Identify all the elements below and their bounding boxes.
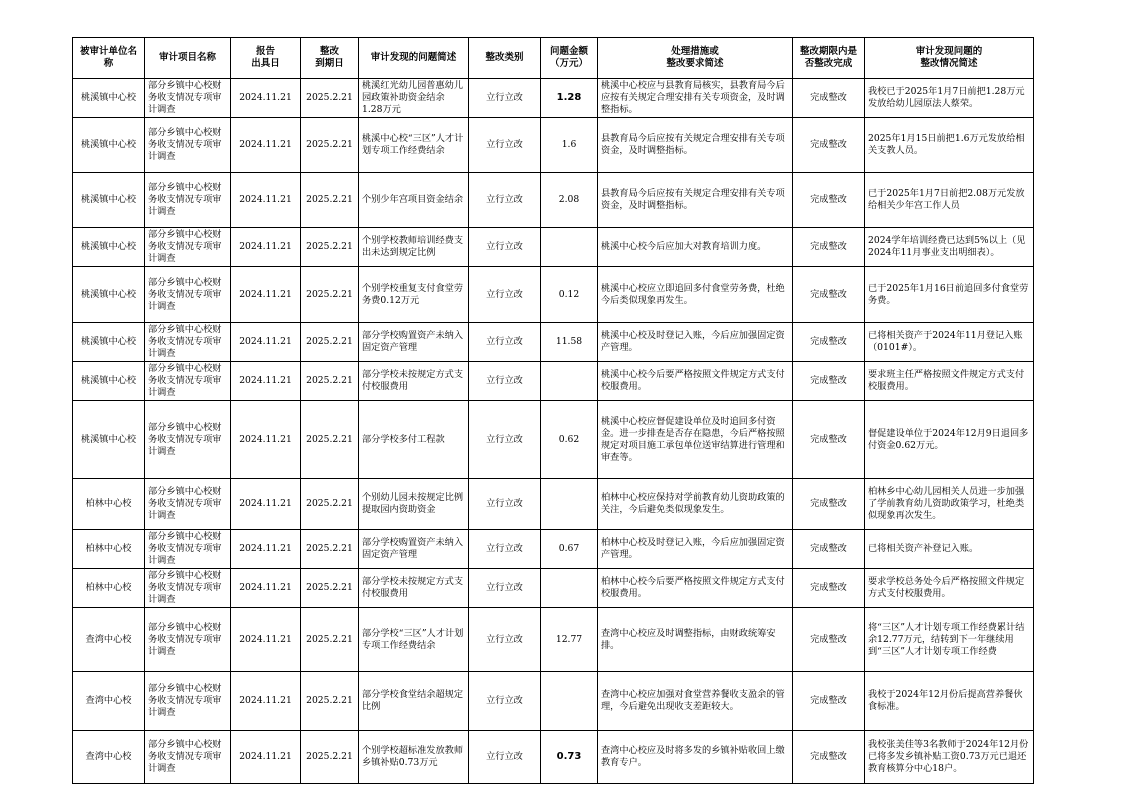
cell-deadline: 2025.2.21	[301, 401, 359, 479]
table-row	[73, 79, 1034, 118]
cell-completed: 完成整改	[793, 323, 865, 362]
cell-report-date: 2024.11.21	[231, 362, 301, 401]
table-row	[73, 173, 1034, 228]
cell-amount: 1.28	[541, 79, 598, 118]
cell-requirement: 桃溪中心校及时登记入账，今后应加强固定资产管理。	[598, 323, 793, 362]
cell-unit: 桃溪镇中心校	[73, 267, 145, 323]
cell-project: 部分乡镇中心校财务收支情况专项审计调查	[145, 530, 231, 569]
table-row	[73, 267, 1034, 323]
cell-project: 部分乡镇中心校财务收支情况专项审计调查	[145, 479, 231, 530]
cell-issue: 部分学校“三区”人才计划专项工作经费结余	[359, 608, 469, 672]
cell-category: 立行立改	[469, 362, 541, 401]
cell-project: 部分乡镇中心校财务收支情况专项审计调查	[145, 731, 231, 784]
cell-amount	[541, 569, 598, 608]
cell-requirement: 柏林中心校及时登记入账，今后应加强固定资产管理。	[598, 530, 793, 569]
table-row	[73, 608, 1034, 672]
cell-requirement: 查湾中心校应加强对食堂营养餐收支盈余的管理，今后避免出现收支差距较大。	[598, 672, 793, 731]
cell-deadline: 2025.2.21	[301, 608, 359, 672]
cell-category: 立行立改	[469, 731, 541, 784]
cell-completed: 完成整改	[793, 672, 865, 731]
cell-status: 柏林乡中心幼儿园相关人员进一步加强了学前教育幼儿资助政策学习，杜绝类似现象再次发生。	[865, 479, 1034, 530]
header-row	[73, 38, 1034, 79]
cell-deadline: 2025.2.21	[301, 569, 359, 608]
cell-status: 已将相关资产于2024年11月登记入账（0101#）。	[865, 323, 1034, 362]
table-row	[73, 118, 1034, 173]
table-row	[73, 362, 1034, 401]
cell-issue: 部分学校购置资产未纳入固定资产管理	[359, 530, 469, 569]
cell-deadline: 2025.2.21	[301, 79, 359, 118]
cell-category: 立行立改	[469, 530, 541, 569]
cell-status: 要求班主任严格按照文件规定方式支付校服费用。	[865, 362, 1034, 401]
cell-unit: 桃溪镇中心校	[73, 118, 145, 173]
table-row	[73, 401, 1034, 479]
cell-deadline: 2025.2.21	[301, 362, 359, 401]
cell-status: 已于2025年1月16日前追回多付食堂劳务费。	[865, 267, 1034, 323]
header-project: 审计项目名称	[145, 38, 231, 79]
cell-unit: 桃溪镇中心校	[73, 362, 145, 401]
cell-amount: 0.73	[541, 731, 598, 784]
cell-project: 部分乡镇中心校财务收支情况专项审计调查	[145, 401, 231, 479]
cell-requirement: 柏林中心校今后要严格按照文件规定方式支付校服费用。	[598, 569, 793, 608]
cell-completed: 完成整改	[793, 479, 865, 530]
cell-category: 立行立改	[469, 173, 541, 228]
cell-report-date: 2024.11.21	[231, 479, 301, 530]
cell-requirement: 桃溪中心校应与县教育局核实，县教育局今后应按有关规定合理安排有关专项资金，及时调整指标。	[598, 79, 793, 118]
cell-report-date: 2024.11.21	[231, 267, 301, 323]
cell-project: 部分乡镇中心校财务收支情况专项审计调查	[145, 267, 231, 323]
cell-issue: 个别幼儿园未按规定比例提取园内资助资金	[359, 479, 469, 530]
cell-report-date: 2024.11.21	[231, 569, 301, 608]
header-unit: 被审计单位名称	[73, 38, 145, 79]
cell-completed: 完成整改	[793, 267, 865, 323]
cell-project: 部分乡镇中心校财务收支情况专项审计调查	[145, 569, 231, 608]
cell-unit: 查湾中心校	[73, 731, 145, 784]
audit-rectification-table	[72, 37, 1034, 784]
cell-issue: 部分学校多付工程款	[359, 401, 469, 479]
cell-deadline: 2025.2.21	[301, 530, 359, 569]
header-report-date: 报告 出具日	[231, 38, 301, 79]
cell-project: 部分乡镇中心校财务收支情况专项审计调查	[145, 608, 231, 672]
cell-completed: 完成整改	[793, 530, 865, 569]
cell-unit: 柏林中心校	[73, 569, 145, 608]
table-row	[73, 530, 1034, 569]
cell-unit: 桃溪镇中心校	[73, 323, 145, 362]
cell-category: 立行立改	[469, 267, 541, 323]
cell-amount: 11.58	[541, 323, 598, 362]
cell-report-date: 2024.11.21	[231, 79, 301, 118]
cell-requirement: 桃溪中心校今后应加大对教育培训力度。	[598, 228, 793, 267]
cell-amount: 0.12	[541, 267, 598, 323]
cell-project: 部分乡镇中心校财务收支情况专项审计调查	[145, 118, 231, 173]
cell-status: 2025年1月15日前把1.6万元发放给相关支教人员。	[865, 118, 1034, 173]
cell-deadline: 2025.2.21	[301, 267, 359, 323]
cell-completed: 完成整改	[793, 118, 865, 173]
cell-unit: 查湾中心校	[73, 672, 145, 731]
cell-unit: 桃溪镇中心校	[73, 173, 145, 228]
cell-requirement: 桃溪中心校应督促建设单位及时追回多付资金。进一步排查是否存在隐患，今后严格按照规定对项目施工承包单位送审结算进行管理和审查等。	[598, 401, 793, 479]
table-row	[73, 672, 1034, 731]
cell-issue: 部分学校未按规定方式支付校服费用	[359, 569, 469, 608]
cell-completed: 完成整改	[793, 569, 865, 608]
cell-unit: 桃溪镇中心校	[73, 79, 145, 118]
cell-issue: 个别学校教师培训经费支出未达到规定比例	[359, 228, 469, 267]
cell-category: 立行立改	[469, 228, 541, 267]
cell-unit: 桃溪镇中心校	[73, 401, 145, 479]
table-row	[73, 569, 1034, 608]
cell-issue: 个别学校重复支付食堂劳务费0.12万元	[359, 267, 469, 323]
cell-issue: 桃溪中心校“三区”人才计划专项工作经费结余	[359, 118, 469, 173]
cell-requirement: 桃溪中心校应立即追回多付食堂劳务费，杜绝今后类似现象再发生。	[598, 267, 793, 323]
cell-deadline: 2025.2.21	[301, 118, 359, 173]
cell-requirement: 桃溪中心校今后要严格按照文件规定方式支付校服费用。	[598, 362, 793, 401]
cell-amount: 0.67	[541, 530, 598, 569]
cell-unit: 柏林中心校	[73, 479, 145, 530]
header-completed: 整改期限内是 否整改完成	[793, 38, 865, 79]
cell-status: 2024学年培训经费已达到5%以上（见2024年11月事业支出明细表）。	[865, 228, 1034, 267]
cell-project: 部分乡镇中心校财务收支情况专项审计调查	[145, 362, 231, 401]
cell-issue: 部分学校食堂结余超规定比例	[359, 672, 469, 731]
header-deadline: 整改 到期日	[301, 38, 359, 79]
cell-category: 立行立改	[469, 672, 541, 731]
header-issue: 审计发现的问题简述	[359, 38, 469, 79]
cell-requirement: 查湾中心校应及时调整指标，由财政统筹安排。	[598, 608, 793, 672]
cell-report-date: 2024.11.21	[231, 401, 301, 479]
cell-deadline: 2025.2.21	[301, 672, 359, 731]
cell-report-date: 2024.11.21	[231, 228, 301, 267]
table-row	[73, 323, 1034, 362]
cell-report-date: 2024.11.21	[231, 608, 301, 672]
cell-report-date: 2024.11.21	[231, 672, 301, 731]
cell-status: 我校张美佳等3名教师于2024年12月份已将多发乡镇补贴工资0.73万元已退还教育核算分中心18户。	[865, 731, 1034, 784]
cell-amount	[541, 479, 598, 530]
cell-category: 立行立改	[469, 118, 541, 173]
cell-deadline: 2025.2.21	[301, 323, 359, 362]
cell-report-date: 2024.11.21	[231, 731, 301, 784]
cell-category: 立行立改	[469, 79, 541, 118]
cell-completed: 完成整改	[793, 608, 865, 672]
cell-amount: 1.6	[541, 118, 598, 173]
cell-category: 立行立改	[469, 479, 541, 530]
table-body	[73, 79, 1034, 784]
header-category: 整改类别	[469, 38, 541, 79]
cell-completed: 完成整改	[793, 731, 865, 784]
cell-status: 要求学校总务处今后严格按照文件规定方式支付校服费用。	[865, 569, 1034, 608]
cell-status: 将“三区”人才计划专项工作经费累计结余12.77万元，结转到下一年继续用到“三区”人才计划专项工作经费	[865, 608, 1034, 672]
cell-report-date: 2024.11.21	[231, 323, 301, 362]
cell-project: 部分乡镇中心校财务收支情况专项审计调查	[145, 323, 231, 362]
table-row	[73, 479, 1034, 530]
cell-issue: 个别少年宫项目资金结余	[359, 173, 469, 228]
cell-status: 我校于2024年12月份后提高营养餐伙食标准。	[865, 672, 1034, 731]
cell-amount: 2.08	[541, 173, 598, 228]
cell-amount: 12.77	[541, 608, 598, 672]
cell-status: 督促建设单位于2024年12月9日退回多付资金0.62万元。	[865, 401, 1034, 479]
cell-report-date: 2024.11.21	[231, 530, 301, 569]
table-row	[73, 731, 1034, 784]
cell-completed: 完成整改	[793, 401, 865, 479]
cell-amount	[541, 228, 598, 267]
cell-issue: 桃溪红光幼儿园普惠幼儿园政策补助资金结余1.28万元	[359, 79, 469, 118]
cell-project: 部分乡镇中心校财务收支情况专项审计调查	[145, 79, 231, 118]
cell-amount	[541, 362, 598, 401]
cell-status: 我校已于2025年1月7日前把1.28万元发放给幼儿园原法人蔡荣。	[865, 79, 1034, 118]
cell-amount	[541, 672, 598, 731]
cell-deadline: 2025.2.21	[301, 228, 359, 267]
cell-issue: 部分学校购置资产未纳入固定资产管理	[359, 323, 469, 362]
cell-requirement: 柏林中心校应保持对学前教育幼儿资助政策的关注，今后避免类似现象发生。	[598, 479, 793, 530]
cell-requirement: 县教育局今后应按有关规定合理安排有关专项资金，及时调整指标。	[598, 173, 793, 228]
cell-project: 部分乡镇中心校财务收支情况专项审计调查	[145, 173, 231, 228]
cell-completed: 完成整改	[793, 228, 865, 267]
header-requirement: 处理措施或 整改要求简述	[598, 38, 793, 79]
cell-amount: 0.62	[541, 401, 598, 479]
header-status: 审计发现问题的 整改情况简述	[865, 38, 1034, 79]
cell-deadline: 2025.2.21	[301, 731, 359, 784]
cell-unit: 桃溪镇中心校	[73, 228, 145, 267]
cell-requirement: 县教育局今后应按有关规定合理安排有关专项资金，及时调整指标。	[598, 118, 793, 173]
cell-report-date: 2024.11.21	[231, 118, 301, 173]
table-row	[73, 228, 1034, 267]
cell-completed: 完成整改	[793, 362, 865, 401]
cell-category: 立行立改	[469, 401, 541, 479]
cell-issue: 个别学校超标准发放教师乡镇补贴0.73万元	[359, 731, 469, 784]
cell-issue: 部分学校未按规定方式支付校服费用	[359, 362, 469, 401]
cell-deadline: 2025.2.21	[301, 173, 359, 228]
cell-category: 立行立改	[469, 569, 541, 608]
cell-unit: 查湾中心校	[73, 608, 145, 672]
cell-deadline: 2025.2.21	[301, 479, 359, 530]
cell-status: 已于2025年1月7日前把2.08万元发放给相关少年宫工作人员	[865, 173, 1034, 228]
cell-completed: 完成整改	[793, 79, 865, 118]
cell-report-date: 2024.11.21	[231, 173, 301, 228]
cell-category: 立行立改	[469, 323, 541, 362]
cell-project: 部分乡镇中心校财务收支情况专项审计调查	[145, 228, 231, 267]
cell-status: 已将相关资产补登记入账。	[865, 530, 1034, 569]
cell-unit: 柏林中心校	[73, 530, 145, 569]
cell-requirement: 查湾中心校应及时将多发的乡镇补贴收回上缴教育专户。	[598, 731, 793, 784]
cell-project: 部分乡镇中心校财务收支情况专项审计调查	[145, 672, 231, 731]
cell-completed: 完成整改	[793, 173, 865, 228]
cell-category: 立行立改	[469, 608, 541, 672]
header-amount: 问题金额 （万元）	[541, 38, 598, 79]
